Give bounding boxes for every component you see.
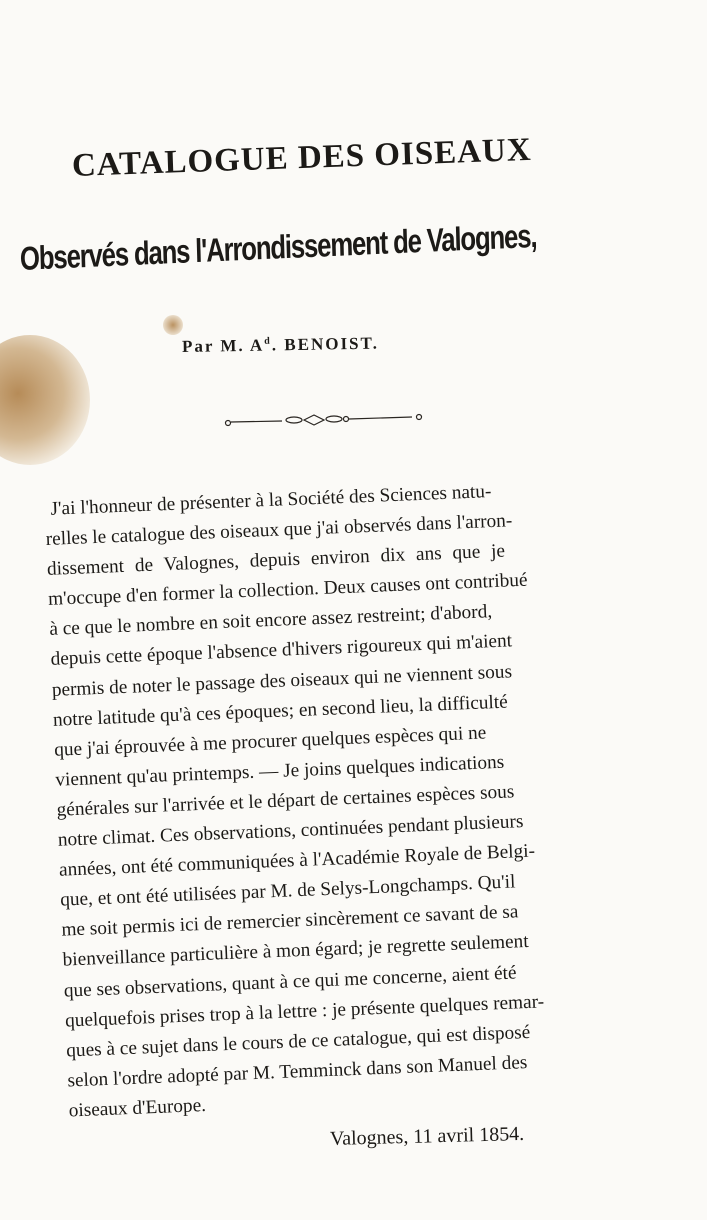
paragraph-line: oiseaux d'Europe.	[68, 1094, 207, 1122]
paragraph-line: bienveillance particulière à mon égard; je regrette seulement	[62, 931, 530, 972]
author-byline	[182, 334, 379, 357]
paragraph-line: à ce que le nombre en soit encore assez restreint; d'abord,	[48, 601, 493, 641]
paragraph-line: relles le catalogue des oiseaux que j'ai observés dans l'arron-	[45, 510, 513, 551]
paragraph-line: viennent qu'au printemps. — Je joins quelques indications	[55, 751, 505, 791]
paragraph-line: selon l'ordre adopté par M. Temminck dans son Manuel des	[67, 1051, 528, 1092]
paragraph-line: années, ont été communiquées à l'Académie Royale de Belgi-	[58, 840, 536, 881]
paragraph-line: dissement de Valognes, depuis environ dix ans que je	[46, 540, 506, 581]
paragraph-line: que ses observations, quant à ce qui me concerne, aient été	[63, 961, 517, 1002]
paragraph-line: que j'ai éprouvée à me procurer quelques espèces qui ne	[53, 722, 487, 761]
paragraph-line: générales sur l'arrivée et le départ de certaines espèces sous	[56, 781, 515, 821]
paragraph-line: J'ai l'honneur de présenter à la Société des Sciences natu-	[50, 481, 492, 520]
byline-name: . BENOIST.	[271, 333, 380, 355]
paragraph-line: notre latitude qu'à ces époques; en second lieu, la difficulté	[52, 691, 509, 731]
stain-dot	[163, 315, 183, 335]
intro-paragraph	[44, 470, 681, 1126]
paragraph-line: quelquefois prises trop à la lettre : je présente quelques remar-	[64, 990, 545, 1032]
page-subtitle: Observés dans l'Arrondissement de Valognes,	[19, 216, 537, 277]
paragraph-line: notre climat. Ces observations, continuées pendant plusieurs	[57, 811, 524, 851]
byline-superscript: d	[264, 335, 272, 347]
paragraph-line: permis de noter le passage des oiseaux qui ne viennent sous	[51, 660, 513, 701]
paragraph-line: m'occupe d'en former la collection. Deux causes ont contribué	[47, 569, 528, 611]
page-title: CATALOGUE DES OISEAUX	[71, 131, 533, 184]
ornamental-rule-icon	[222, 410, 427, 430]
byline-prefix: Par M. A	[181, 335, 265, 356]
place-date-signature: Valognes, 11 avril 1854.	[329, 1122, 525, 1150]
paragraph-line: que, et ont été utilisées par M. de Selys-Longchamps. Qu'il	[59, 871, 516, 911]
paragraph-line: me soit permis ici de remercier sincèrement ce savant de sa	[61, 901, 519, 941]
paragraph-line: depuis cette époque l'absence d'hivers rigoureux qui m'aient	[50, 630, 513, 671]
paragraph-line: ques à ce sujet dans le cours de ce catalogue, qui est disposé	[65, 1021, 531, 1062]
stain-mark	[0, 335, 90, 465]
